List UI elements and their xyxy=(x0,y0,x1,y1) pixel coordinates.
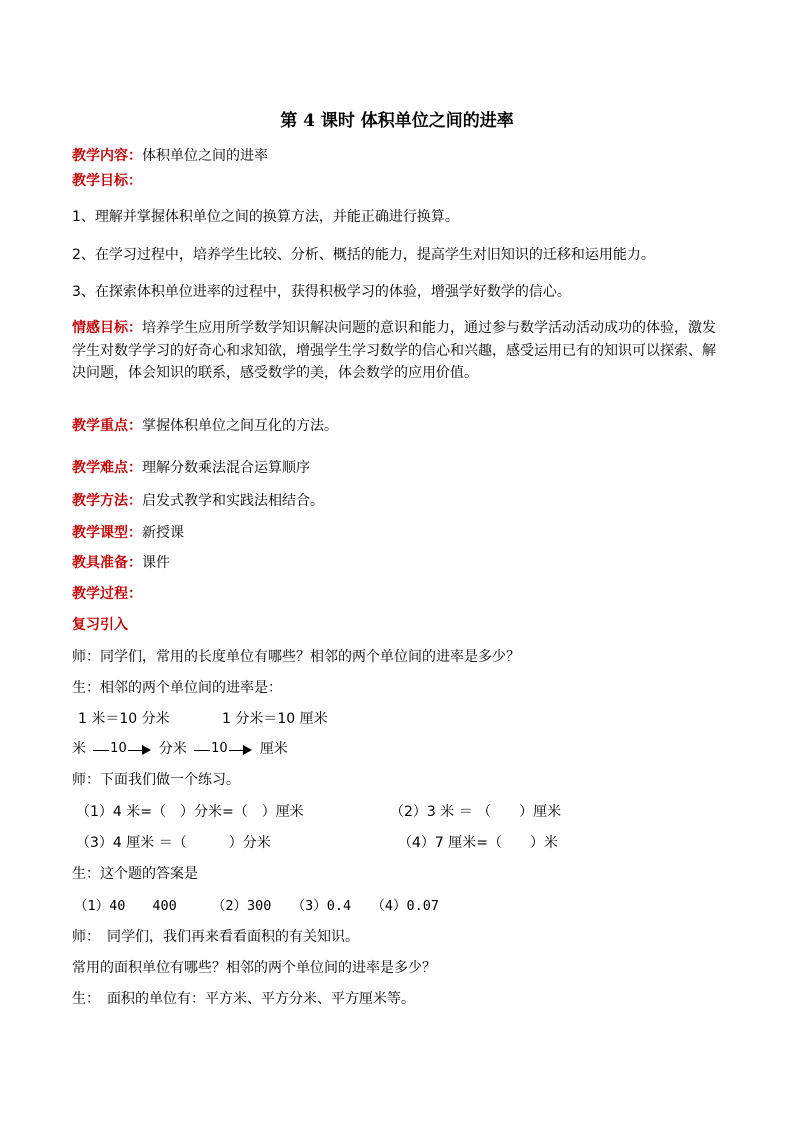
teacher-question-length: 师：同学们，常用的长度单位有哪些？相邻的两个单位间的进率是多少？ xyxy=(72,649,520,665)
unit-centimeter: 厘米 xyxy=(259,741,288,757)
exercise-3: （3）4 厘米 ＝（ ）分米 xyxy=(76,835,271,851)
teaching-content-text: 体积单位之间的进率 xyxy=(142,148,268,164)
teaching-method-text: 启发式教学和实践法相结合。 xyxy=(142,493,324,509)
lesson-type xyxy=(72,523,184,543)
difficulty-text: 理解分数乘法混合运算顺序 xyxy=(142,460,310,476)
teaching-process-label: 教学过程： xyxy=(72,586,142,602)
materials xyxy=(72,553,170,573)
equation-meter-decimeter: 1 米＝10 分米 xyxy=(78,711,170,727)
student-area-answer: 生： 面积的单位有：平方米、平方分米、平方厘米等。 xyxy=(72,991,415,1007)
emotion-objective-text: 培养学生应用所学数学知识解决问题的意识和能力，通过参与数学活动活动成功的体验，激发学生对数学学习的好奇心和求知欲，增强学生学习数学的信心和兴趣，感受运用已有的知识可以探索、解决问题，体会知识的联系，感受数学的美，体会数学的应用价值。 xyxy=(72,320,716,381)
teacher-area-question: 常用的面积单位有哪些？相邻的两个单位间的进率是多少？ xyxy=(72,960,436,976)
teaching-content xyxy=(72,146,268,166)
lesson-type-text: 新授课 xyxy=(142,525,184,541)
review-label: 复习引入 xyxy=(72,617,128,633)
emotion-objective xyxy=(72,317,724,385)
equation-decimeter-centimeter: 1 分米＝10 厘米 xyxy=(222,711,328,727)
exercise-answers: （1）40 400 （2）300 （3）0.4 （4）0.07 xyxy=(74,898,440,914)
rate-label: 10 xyxy=(211,741,228,756)
student-answer-intro: 生：这个题的答案是 xyxy=(72,866,198,882)
lesson-type-label: 教学课型： xyxy=(72,525,142,541)
emotion-objective-label: 情感目标： xyxy=(72,320,142,336)
exercise-4: （4）7 厘米=（ ）米 xyxy=(398,835,558,851)
unit-meter: 米 xyxy=(72,741,86,757)
exercise-2: （2）3 米 ＝ （ ）厘米 xyxy=(390,804,562,820)
objective-item: 1、理解并掌握体积单位之间的换算方法，并能正确进行换算。 xyxy=(72,209,459,225)
teaching-content-label: 教学内容： xyxy=(72,148,142,164)
rate-label: 10 xyxy=(110,741,127,756)
materials-label: 教具准备： xyxy=(72,555,142,571)
teaching-process-heading xyxy=(72,584,142,604)
teaching-method xyxy=(72,491,324,511)
objective-item: 3、在探索体积单位进率的过程中，获得积极学习的体验，增强学好数学的信心。 xyxy=(72,284,571,300)
arrow-icon xyxy=(194,740,252,758)
materials-text: 课件 xyxy=(142,555,170,571)
teaching-objectives-label: 教学目标： xyxy=(72,173,142,189)
key-point-text: 掌握体积单位之间互化的方法。 xyxy=(142,418,338,434)
exercise-1: （1）4 米=（ ）分米=（ ）厘米 xyxy=(76,804,304,820)
key-point xyxy=(72,416,338,436)
arrow-icon xyxy=(93,740,151,758)
unit-conversion-chain xyxy=(72,739,288,759)
teacher-area-intro: 师： 同学们，我们再来看看面积的有关知识。 xyxy=(72,929,359,945)
difficulty xyxy=(72,458,310,478)
difficulty-label: 教学难点： xyxy=(72,460,142,476)
unit-decimeter: 分米 xyxy=(158,741,187,757)
teaching-method-label: 教学方法： xyxy=(72,493,142,509)
key-point-label: 教学重点： xyxy=(72,418,142,434)
review-heading xyxy=(72,615,128,635)
objective-item: 2、在学习过程中，培养学生比较、分析、概括的能力，提高学生对旧知识的迁移和运用能力。 xyxy=(72,247,655,263)
page-title: 第 4 课时 体积单位之间的进率 xyxy=(280,111,514,131)
teaching-objectives-heading xyxy=(72,171,142,191)
student-answer-length: 生：相邻的两个单位间的进率是： xyxy=(72,680,282,696)
teacher-practice: 师：下面我们做一个练习。 xyxy=(72,772,240,788)
